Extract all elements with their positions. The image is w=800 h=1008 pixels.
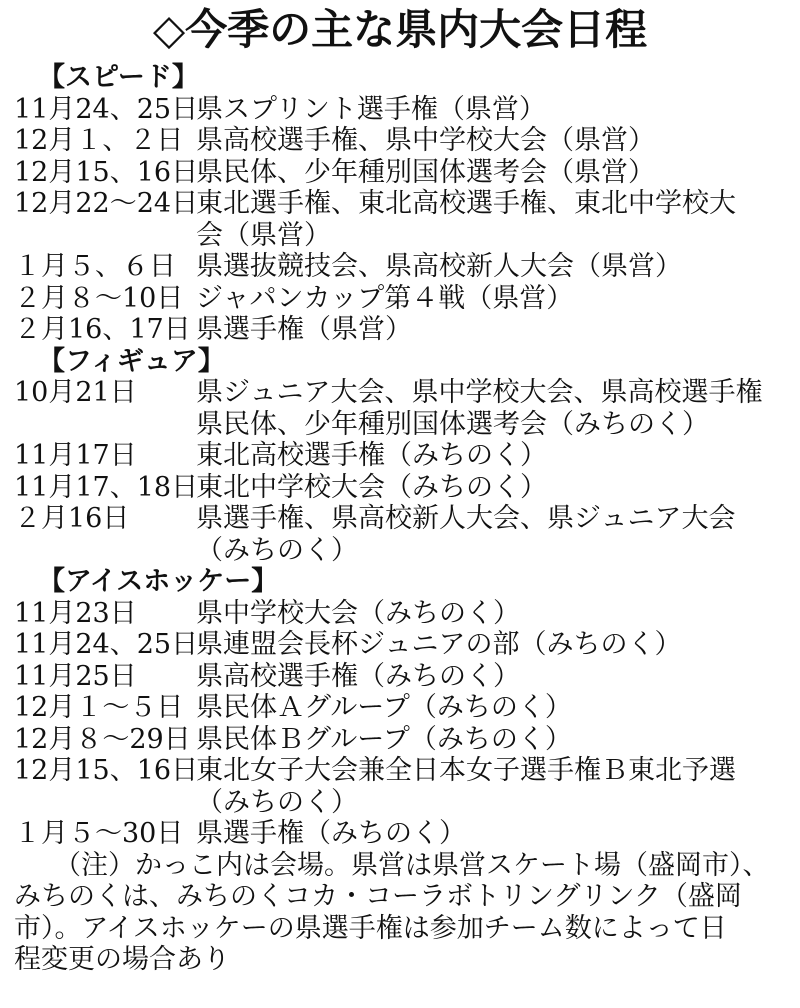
event-description [196,314,800,346]
event-line: 県中学校大会（みちのく） [196,597,520,629]
event-line: 東北高校選手権（みちのく） [196,440,547,471]
event-date: １月５、６日 [14,251,176,282]
event-line: ジャパンカップ第４戦（県営） [196,282,574,314]
event-line: 県選手権（みちのく） [196,818,466,849]
event-date: 11月24、25日 [14,629,199,660]
event-description [196,724,800,756]
note-line: 市）。アイスホッケーの県選手権は参加チーム数によって日 [14,912,727,944]
event-description [196,188,800,251]
schedule-row [0,251,800,283]
event-date: 11月23日 [14,597,137,629]
event-line: 東北中学校大会（みちのく） [196,471,547,503]
schedule-section [0,346,800,567]
schedule-row [0,283,800,315]
event-date: 12月１～５日 [14,692,184,723]
event-date: 12月８～29日 [14,723,191,755]
event-line: 県選手権（県営） [196,314,412,345]
event-line: 県民体Ｂグループ（みちのく） [196,723,572,755]
schedule-sections [0,62,800,850]
schedule-row [0,692,800,724]
event-description [196,818,800,850]
schedule-row [0,94,800,126]
schedule-row [0,314,800,346]
event-description [196,125,800,157]
event-line: 会（県営） [196,219,331,251]
event-line: 東北女子大会兼全日本女子選手権Ｂ東北予選 [196,755,736,786]
schedule-row [0,157,800,189]
section-heading: 【アイスホッケー】 [38,566,279,597]
event-date: １月５～30日 [14,818,184,849]
event-description [196,157,800,189]
event-description [196,755,800,818]
schedule-row [0,661,800,693]
event-description [196,661,800,693]
schedule-section [0,566,800,850]
schedule-row [0,818,800,850]
event-description [196,283,800,315]
event-date: 11月25日 [14,660,137,692]
section-heading: 【スピード】 [38,62,199,93]
event-date: ２月８～10日 [14,282,184,314]
schedule-row [0,377,800,440]
event-description [196,377,800,440]
note-line: みちのくは、みちのくコカ・コーラボトリングリンク（盛岡 [14,881,742,912]
schedule-row [0,629,800,661]
event-date: 12月15、16日 [14,156,199,188]
event-date: 10月21日 [14,377,137,408]
event-line: 県選抜競技会、県高校新人大会（県営） [196,251,682,282]
event-line: 県民体、少年種別国体選考会（県営） [196,156,655,188]
schedule-row [0,440,800,472]
event-line: 東北選手権、東北高校選手権、東北中学校大 [196,188,736,219]
schedule-row [0,503,800,566]
event-line: 県民体Ａグループ（みちのく） [196,692,572,723]
event-description [196,692,800,724]
schedule-row [0,598,800,630]
note-line: （注）かっこ内は会場。県営は県営スケート場（盛岡市）、 [54,849,770,881]
event-date: 11月24、25日 [14,93,199,125]
schedule-row [0,125,800,157]
note-line: 程変更の場合あり [14,944,230,975]
footnote [0,850,800,976]
event-date: ２月16、17日 [14,314,191,345]
event-line: 県高校選手権（みちのく） [196,660,520,692]
event-date: 12月１、２日 [14,125,184,156]
event-date: ２月16日 [14,503,130,534]
schedule-section [0,62,800,346]
event-line: 県民体、少年種別国体選考会（みちのく） [196,408,709,440]
schedule-row [0,724,800,756]
section-heading: 【フィギュア】 [38,345,225,377]
event-line: 県高校選手権、県中学校大会（県営） [196,125,655,156]
event-date: 11月17、18日 [14,471,199,503]
event-line: 県選手権、県高校新人大会、県ジュニア大会 [196,503,736,534]
event-line: 県ジュニア大会、県中学校大会、県高校選手権 [196,377,763,408]
event-description [196,503,800,566]
event-description [196,94,800,126]
page-title: ◇今季の主な県内大会日程 [152,5,648,54]
event-line: 県スプリント選手権（県営） [196,93,546,125]
event-description [196,629,800,661]
event-date: 11月17日 [14,440,137,471]
schedule-document [0,4,800,1008]
event-date: 12月22～24日 [14,188,199,219]
schedule-row [0,188,800,251]
schedule-row [0,755,800,818]
event-description [196,251,800,283]
event-description [196,472,800,504]
event-line: 県連盟会長杯ジュニアの部（みちのく） [196,629,682,660]
event-description [196,598,800,630]
schedule-row [0,472,800,504]
event-line: （みちのく） [196,534,358,566]
event-date: 12月15、16日 [14,755,199,786]
event-description [196,440,800,472]
event-line: （みちのく） [196,786,358,818]
